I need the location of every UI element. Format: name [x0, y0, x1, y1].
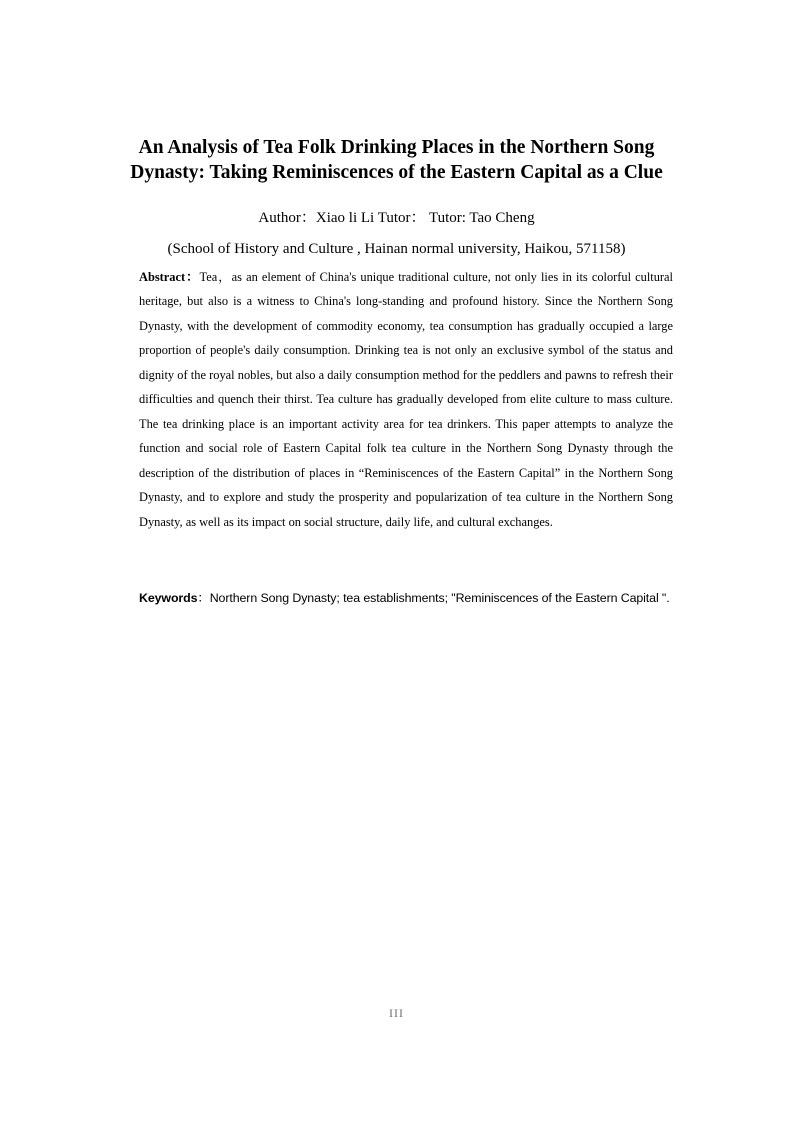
abstract-label: Abstract：: [139, 270, 200, 284]
abstract-paragraph: [139, 265, 673, 534]
abstract-text: Tea，as an element of China's unique traditional culture, not only lies in its colorful cultural heritage, but also is a witness to China's long-standing and profound history. Since the Northern Song Dynasty, with the development of commodity economy, tea consumption has gradually occupied a large proportion of people's daily consumption. Drinking tea is not only an exclusive symbol of the status and dignity of the royal nobles, but also a daily consumption method for the peddlers and pawns to refresh their difficulties and quench their thirst. Tea culture has gradually developed from elite culture to mass culture. The tea drinking place is an important activity area for tea drinkers. This paper attempts to analyze the function and social role of Eastern Capital folk tea culture in the Northern Song Dynasty through the description of the distribution of places in “Reminiscences of the Eastern Capital” in the Northern Song Dynasty, and to explore and study the prosperity and popularization of tea culture in the Northern Song Dynasty, as well as its impact on social structure, daily life, and cultural exchanges.: [139, 270, 674, 529]
paper-title: An Analysis of Tea Folk Drinking Places in the Northern Song Dynasty: Taking Reminiscences of the Eastern Capital as a Clue: [130, 137, 663, 183]
affiliation-line: (School of History and Culture , Hainan normal university, Haikou, 571158): [167, 241, 626, 257]
keywords-paragraph: [139, 586, 673, 610]
keywords-label: Keywords: [139, 591, 198, 605]
page-number: III: [389, 1006, 404, 1020]
author-line: Author：Xiao li Li Tutor： Tutor: Tao Cheng: [258, 210, 535, 226]
keywords-text: ：Northern Song Dynasty; tea establishments; "Reminiscences of the Eastern Capital ".: [197, 591, 670, 605]
